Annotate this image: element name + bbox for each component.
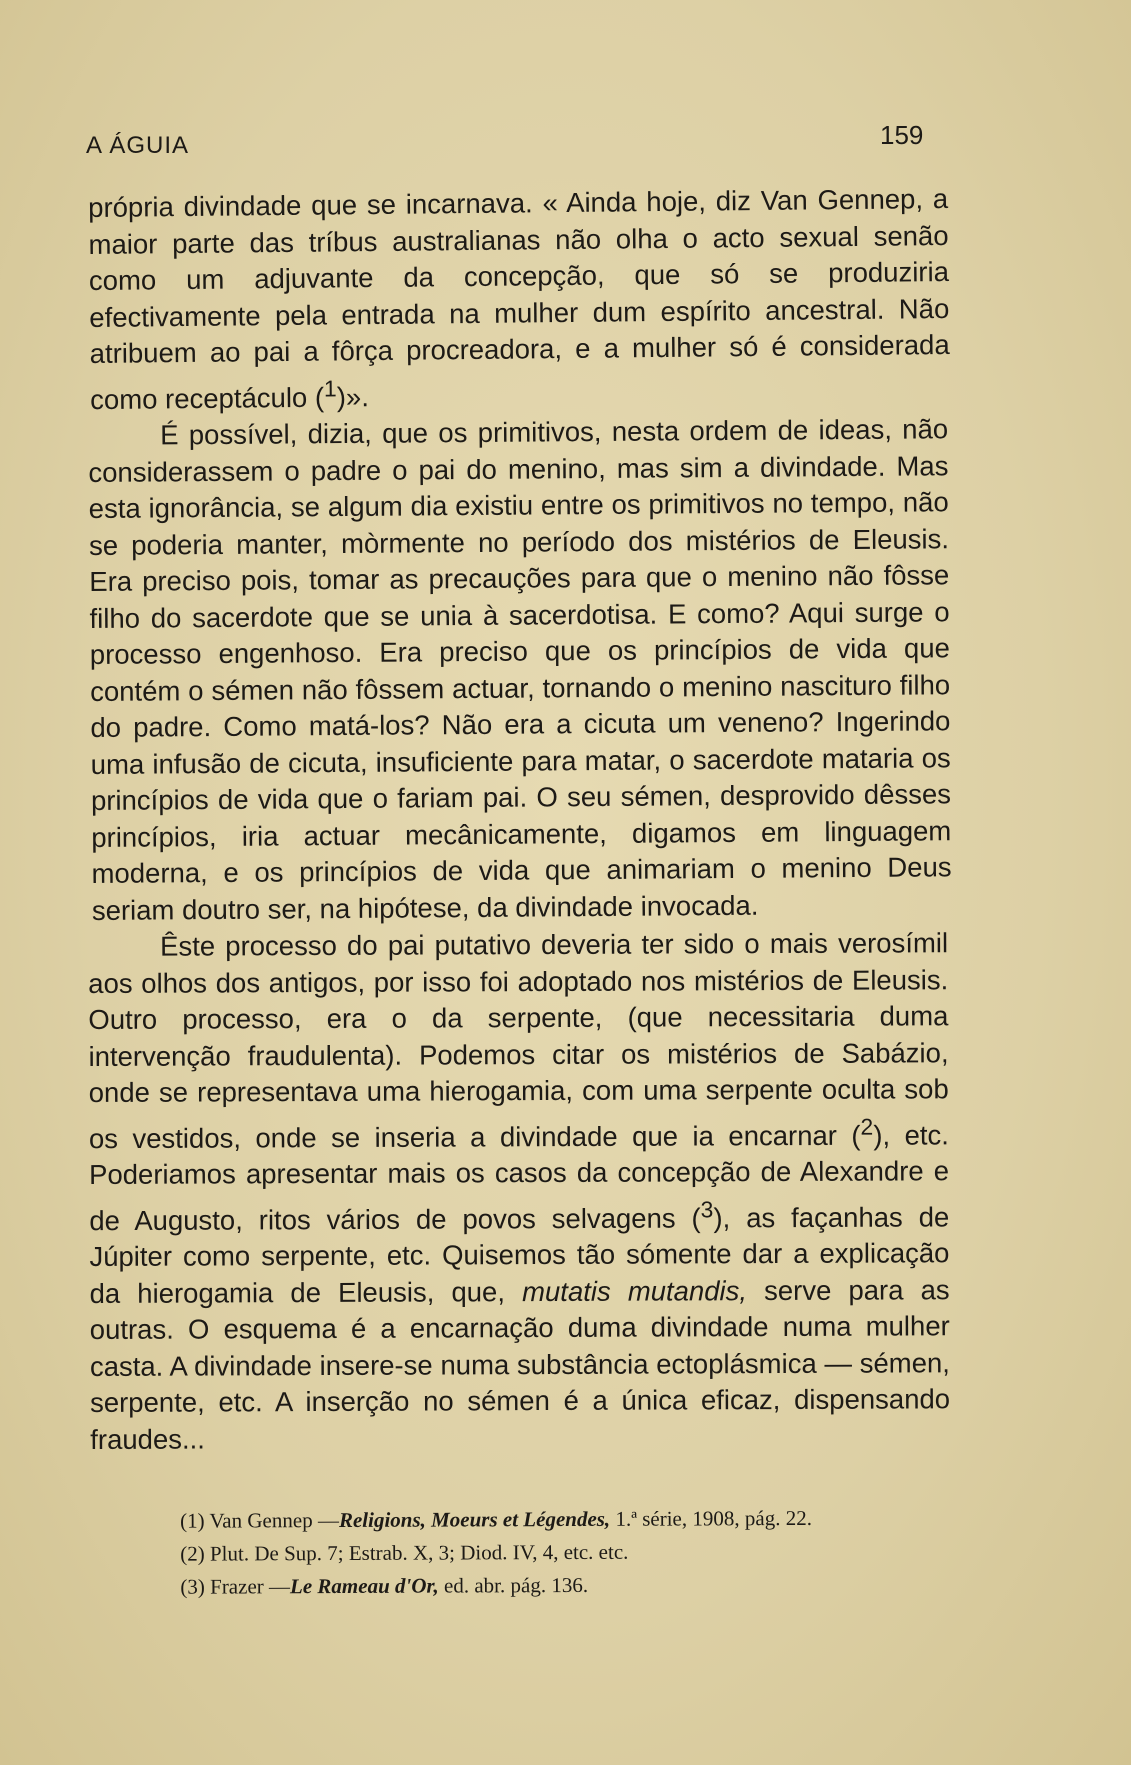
paragraph-1 <box>88 181 950 418</box>
footnote-text: Plut. De Sup. 7; Estrab. X, 3; Diod. IV, 4, etc. etc. <box>209 1539 629 1566</box>
footnote-3 <box>110 1567 960 1604</box>
footnote-mark: (1) <box>180 1508 205 1533</box>
paragraph-3 <box>88 925 950 1458</box>
running-title: A ÁGUIA <box>86 132 190 159</box>
footnote-details: ed. abr. pág. 136. <box>443 1572 589 1598</box>
footnote-author: Frazer — <box>210 1574 291 1599</box>
footnote-mark: (3) <box>180 1574 205 1599</box>
footnote-title: Religions, Moeurs et Légendes, <box>338 1506 611 1533</box>
footnotes <box>110 1501 960 1604</box>
paragraph-3-text-a: Êste processo do pai putativo deveria ter sido o mais verosímil aos olhos dos antigos, por isso foi adoptado nos mistérios de Eleusis. Outro processo, era o da serpente, (que necessitaria duma intervenção fraudulenta). Podemos citar os mistérios de Sabázio, onde se representava uma hierogamia, com uma serpente oculta sob os vestidos, onde se inseria a divindade que ia encarnar ( <box>88 927 949 1154</box>
body-text <box>88 182 952 1458</box>
footnote-mark: (2) <box>180 1541 205 1566</box>
page-number: 159 <box>880 120 924 150</box>
footnote-details: 1.ª série, 1908, pág. 22. <box>615 1505 812 1531</box>
footnote-ref-3: 3 <box>700 1196 714 1223</box>
paragraph-3-text-d: serve para as outras. O esquema é a encarnação duma divindade numa mulher casta. A divindade insere-se numa substância ectoplásmica — sémen, serpente, etc. A inserção no sémen é a única eficaz, dispensando fraudes... <box>89 1274 951 1455</box>
footnote-2 <box>110 1534 960 1571</box>
latin-phrase: mutatis mutandis, <box>521 1275 748 1308</box>
footnote-ref-2: 2 <box>860 1113 874 1140</box>
paragraph-1-text-b: )». <box>336 380 370 413</box>
footnote-1 <box>110 1501 960 1538</box>
footnote-ref-1: 1 <box>323 374 337 402</box>
paragraph-3-text-b: ), etc. Poderiamos apresentar mais os casos da concepção de Alexandre e de Augusto, ritos vários de povos selvagens ( <box>89 1119 950 1236</box>
paragraph-3-text-c: ), as façanhas de Júpiter como serpente, etc. Quisemos tão sómente dar a explicação da hierogamia de Eleusis, que, <box>89 1201 950 1309</box>
paragraph-2: É possível, dizia, que os primitivos, nesta ordem de ideas, não considerassem o padre o pai do menino, mas sim a divindade. Mas esta ignorância, se algum dia existiu entre os primitivos no tempo, não se poderia manter, mòrmente no período dos mistérios de Eleusis. Era preciso pois, tomar as precauções para que o menino não fôsse filho do sacerdote que se unia à sacerdotisa. E como? Aqui surge o processo engenhoso. Era preciso que os princípios de vida que contém o sémen não fôssem actuar, tornando o menino nascituro filho do padre. Como matá-los? Não era a cicuta um veneno? Ingerindo uma infusão de cicuta, insuficiente para matar, o sacerdote mataria os princípios de vida que o fariam pai. O seu sémen, desprovido dêsses princípios, iria actuar mecânicamente, digamos em linguagem moderna, e os princípios de vida que animariam o menino Deus seriam doutro ser, na hipótese, da divindade invocada. <box>88 413 952 926</box>
paragraph-1-text-a: própria divindade que se incarnava. « Ainda hoje, diz Van Gennep, a maior parte das tríbus australianas não olha o acto sexual senão como um adjuvante da concepção, que só se produziria efectivamente pela entrada na mulher dum espírito ancestral. Não atribuem ao pai a fôrça procreadora, e a mulher só é considerada como receptáculo ( <box>88 182 950 415</box>
footnote-separator <box>250 1466 950 1467</box>
footnote-title: Le Rameau d'Or, <box>289 1573 439 1599</box>
footnote-author: Van Gennep — <box>209 1508 339 1533</box>
